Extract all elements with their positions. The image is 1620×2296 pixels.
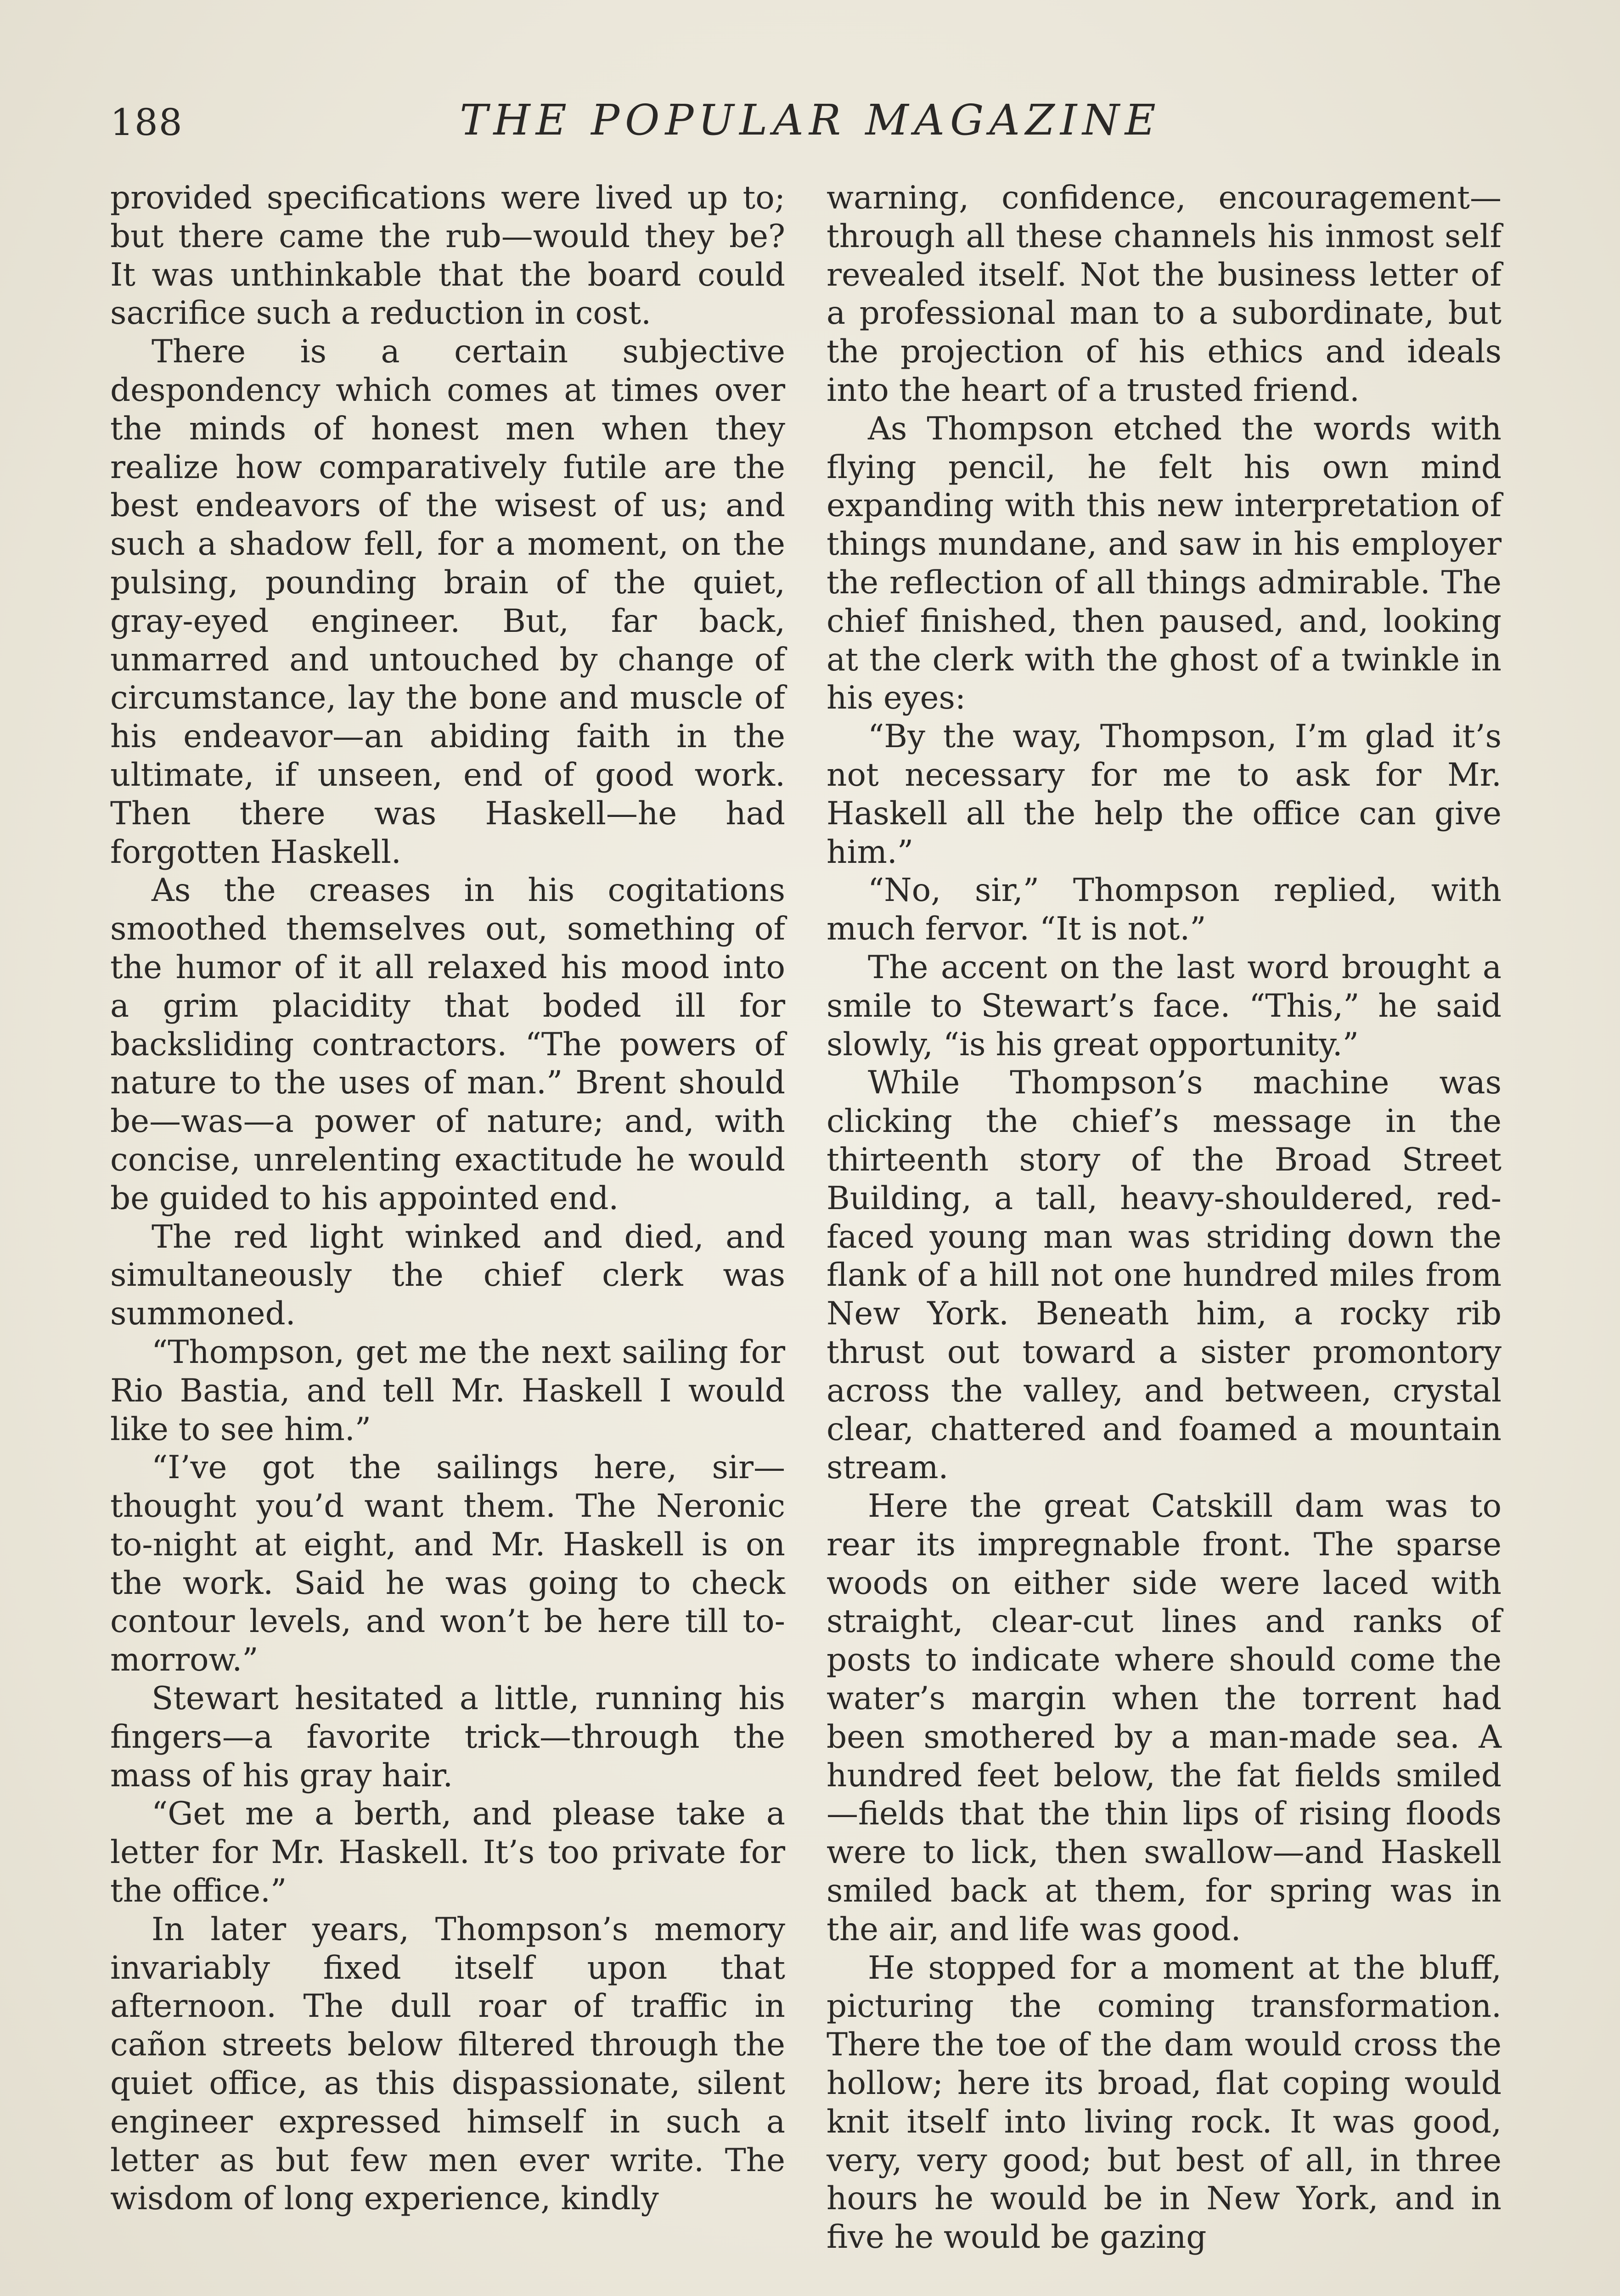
paragraph: “By the way, Thompson, I’m glad it’s not necessary for me to ask for Mr. Haskell all the help the office can give him.” — [827, 718, 1502, 871]
paragraph: Here the great Catskill dam was to rear its impregnable front. The sparse woods on either side were laced with straight, clear-cut lines and ranks of posts to indicate where should come the water’s margin when the torrent had been smothered by a man-made sea. A hundred feet below, the fat fields smiled—fields that the thin lips of rising floods were to lick, then swallow—and Haskell smiled back at them, for spring was in the air, and life was good. — [827, 1488, 1502, 1948]
paragraph: “No, sir,” Thompson replied, with much fervor. “It is not.” — [827, 872, 1502, 948]
paragraph: “Thompson, get me the next sailing for Rio Bastia, and tell Mr. Haskell I would like to see him.” — [110, 1334, 785, 1448]
paragraph: “Get me a berth, and please take a letter for Mr. Haskell. It’s too private for the office.” — [110, 1795, 785, 1910]
paragraph: In later years, Thompson’s memory invariably fixed itself upon that afternoon. The dull roar of traffic in cañon streets below filtered through the quiet office, as this dispassionate, silent engineer expressed himself in such a letter as but few men ever write. The wisdom of long experience, kindly — [110, 1911, 785, 2217]
page-header — [110, 96, 1511, 151]
paragraph: Stewart hesitated a little, running his fingers—a favorite trick—through the mass of his gray hair. — [110, 1680, 785, 1794]
paragraph: The accent on the last word brought a smile to Stewart’s face. “This,” he said slowly, “is his great opportunity.” — [827, 949, 1502, 1063]
page-number: 188 — [110, 101, 183, 144]
paragraph: He stopped for a moment at the bluff, picturing the coming transformation. There the toe of the dam would cross the hollow; here its broad, flat coping would knit itself into living rock. It was good, very, very good; but best of all, in three hours he would be in New York, and in five he would be gazing — [827, 1949, 1502, 2256]
paragraph: There is a certain subjective despondency which comes at times over the minds of honest men when they realize how comparatively futile are the best endeavors of the wisest of us; and such a shadow fell, for a moment, on the pulsing, pounding brain of the quiet, gray-eyed engineer. But, far back, unmarred and untouched by change of circumstance, lay the bone and muscle of his endeavor—an abiding faith in the ultimate, if unseen, end of good work. Then there was Haskell—he had forgotten Haskell. — [110, 333, 785, 871]
paragraph: As the creases in his cogitations smoothed themselves out, something of the humor of it all relaxed his mood into a grim placidity that boded ill for backsliding contractors. “The powers of nature to the uses of man.” Brent should be—was—a power of nature; and, with concise, unrelenting exactitude he would be guided to his appointed end. — [110, 872, 785, 1217]
paragraph: warning, confidence, encouragement—through all these channels his inmost self revealed itself. Not the business letter of a professional man to a subordinate, but the projection of his ethics and ideals into the heart of a trusted friend. — [827, 180, 1502, 409]
left-column — [110, 179, 785, 2218]
paragraph: “I’ve got the sailings here, sir—thought you’d want them. The Neronic to-night at eight, and Mr. Haskell is on the work. Said he was going to check contour levels, and won’t be here till to-morrow.” — [110, 1449, 785, 1679]
paragraph: While Thompson’s machine was clicking the chief’s message in the thirteenth story of the Broad Street Building, a tall, heavy-shouldered, red-faced young man was striding down the flank of a hill not one hundred miles from New York. Beneath him, a rocky rib thrust out toward a sister promontory across the valley, and between, crystal clear, chattered and foamed a mountain stream. — [827, 1064, 1502, 1486]
paragraph: provided specifications were lived up to; but there came the rub—would they be? It was unthinkable that the board could sacrifice such a reduction in cost. — [110, 180, 785, 332]
right-column — [827, 179, 1502, 2257]
paragraph: As Thompson etched the words with flying pencil, he felt his own mind expanding with this new interpretation of things mundane, and saw in his employer the reflection of all things admirable. The chief finished, then paused, and, looking at the clerk with the ghost of a twinkle in his eyes: — [827, 410, 1502, 717]
running-title: THE POPULAR MAGAZINE — [460, 96, 1161, 145]
paragraph: The red light winked and died, and simultaneously the chief clerk was summoned. — [110, 1218, 785, 1333]
